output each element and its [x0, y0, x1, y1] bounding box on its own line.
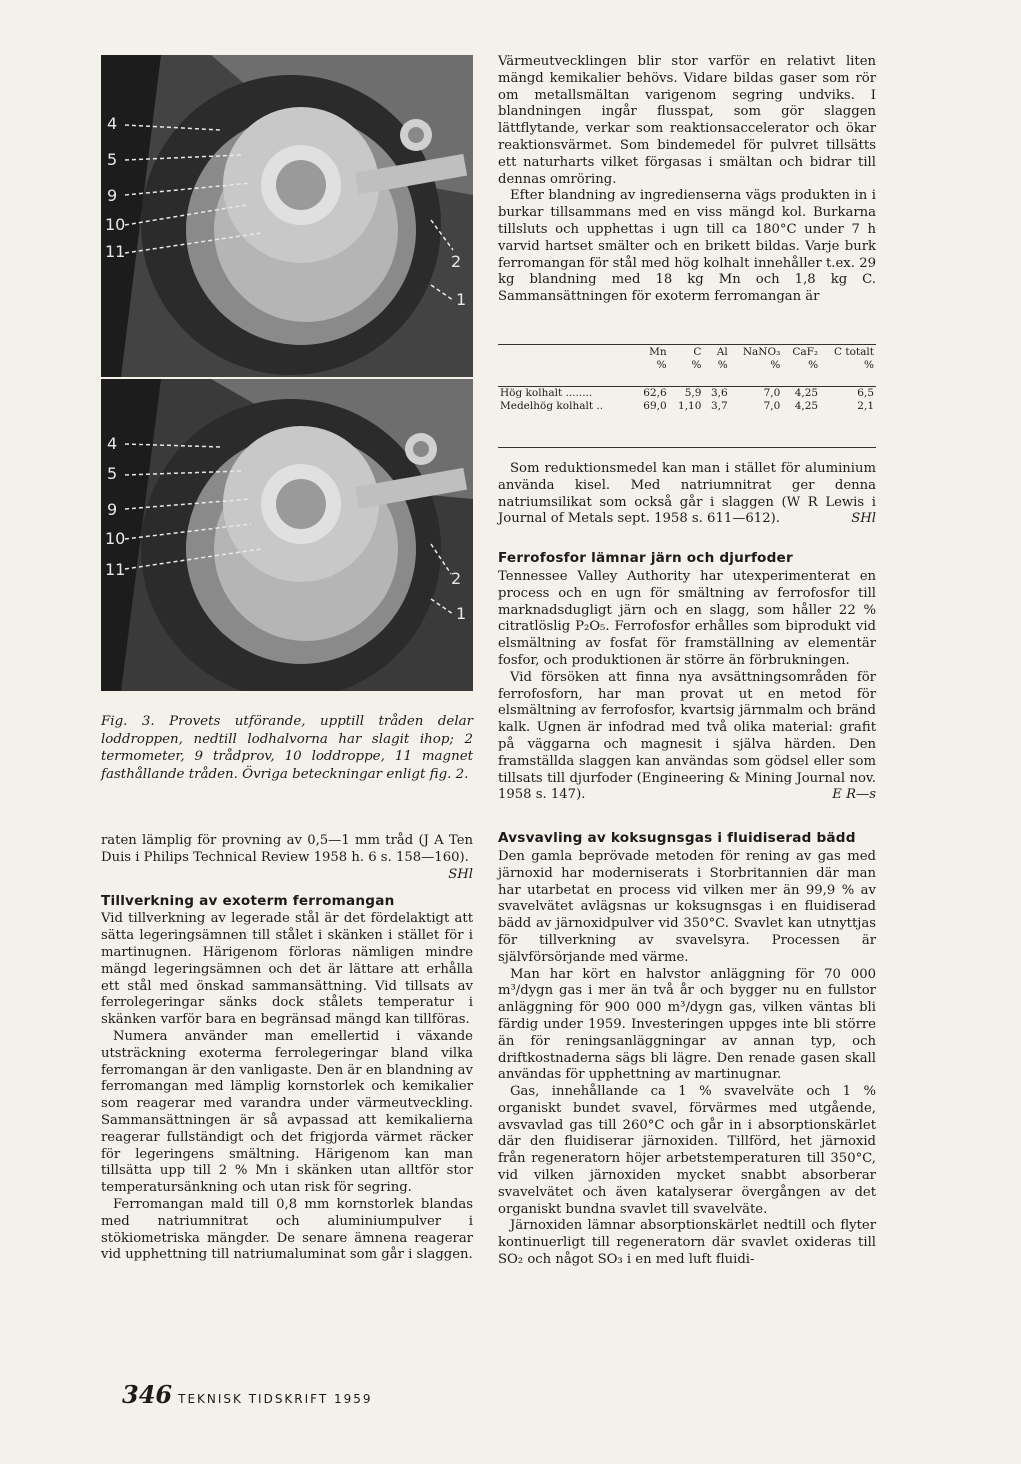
left-paragraph-1: Vid tillverkning av legerade stål är det fördelaktigt att sätta legeringsämnen till stålet i skänken i stället för i martinugnen. Härigenom förloras nämligen mindre mängd legeringsämnen och det är lättare att erhålla ett stål med önskad sammansättning. Vid tillsats av ferrolegeringar sänks dock stålets temperatur i skänken varför bara en begränsad mängd kan tillföras.	[101, 911, 473, 1028]
table-cell: 7,0	[763, 386, 781, 399]
ferrofosfor-paragraph-2	[498, 670, 876, 804]
journal-title: TEKNISK TIDSKRIFT 1959	[178, 1392, 373, 1406]
section-title-exoterm-ferromangan: Tillverkning av exoterm ferromangan	[101, 892, 395, 909]
table-cell: 1,10	[678, 399, 702, 412]
avsvavling-paragraph-3: Gas, innehållande ca 1 % svavelväte och 1 % organiskt bundet svavel, förvärmes med utgående, avsvavlad gas till 260°C och går in i absorptionskärlet där den fluidiserar järnoxiden. Tillförd, het järnoxid från regeneratorn höjer arbetstemperaturen till 350°C, vid vilken järnoxiden mycket snabbt absorberar svavelvätet och även katalyserar övergången av det organiskt bundna svavlet till svavelväte.	[498, 1084, 876, 1217]
figure-top-label-10: 10	[105, 215, 126, 234]
figure-bottom-label-11: 11	[105, 560, 126, 579]
table-row-label: Hög kolhalt ........	[500, 386, 593, 399]
ferrofosfor-paragraph-2-text: Vid försöken att finna nya avsättningsområden för ferrofosforn, har man provat ut en metod för elsmältning av ferrofosfor, kvartsig järnmalm och bränd kalk. Ugnen är infodrad med två olika material: grafit på väggarna och magnesit i själva härden. Den framställda slaggen kan användas som gödsel eller som tillsats till djurfoder (Engineering & Mining Journal nov. 1958 s. 147).	[498, 669, 876, 803]
table-header-c: C	[693, 346, 702, 358]
right-column-bottom	[498, 461, 876, 1269]
table-cell: 69,0	[643, 399, 667, 412]
avsvavling-paragraph-2: Man har kört en halvstor anläggning för 70 000 m³/dygn gas i mer än två år och bygger nu en fullstor anläggning för 900 000 m³/dygn gas, vilken väntas bli färdig under 1959. Investeringen uppges inte bli större än för reningsanläggningar av annan typ, och driftkostnaderna sägs bli lägre. Den renade gasen skall användas för upphettning av martinugnar.	[498, 966, 876, 1083]
table-header-row	[498, 346, 876, 359]
figure-top-label-2: 2	[451, 252, 462, 271]
ferrofosfor-signature: E R—s	[832, 787, 876, 803]
right-paragraph-1: Värmeutvecklingen blir stor varför en relativt liten mängd kemikalier behövs. Vidare bildas gaser som rör om metallsmältan varigenom segring undviks. I blandningen ingår flusspat, som gör slaggen lättflytande, verkar som reaktionsaccelerator och ökar reaktionsvärmet. Som bindemedel för pulvret tillsätts ett naturharts vilket förgasas i smältan och bidrar till dennas omröring.	[498, 54, 876, 187]
table-unit: %	[808, 359, 819, 371]
avsvavling-paragraph-1: Den gamla beprövade metoden för rening av gas med järnoxid har moderniserats i Storbritannien där man har utarbetat en process vid vilken mer än 99,9 % av svavelvätet avlägsnas ur koksugnsgas i en fluidiserad bädd av järnoxidpulver vid 350°C. Svavlet kan utnyttjas för tillverkning av svavelsyra. Processen är självförsörjande med värme.	[498, 848, 876, 965]
page-footer	[122, 1380, 373, 1409]
table-bottom-rule	[498, 447, 876, 448]
section-title-avsvavling: Avsvavling av koksugnsgas i fluidiserad bädd	[498, 830, 856, 847]
figure-top-label-9: 9	[107, 186, 118, 205]
figure-top-label-5: 5	[107, 150, 118, 169]
after-table-paragraph	[498, 461, 876, 528]
table-cell: 4,25	[794, 399, 819, 412]
figure-top-label-11: 11	[105, 242, 126, 261]
table-cell: 5,9	[684, 386, 702, 399]
table-header-c-totalt: C totalt	[834, 346, 874, 358]
ferrofosfor-paragraph-1: Tennessee Valley Authority har utexperimenterat en process och en ugn för smältning av ferrofosfor till marknadsdugligt järn och en slagg, som håller 22 % citratlöslig P₂O₅. Ferrofosfor erhålles som biprodukt vid elsmältning av fosfat för framställning av elementär fosfor, och produktionen är större än förbrukningen.	[498, 568, 876, 668]
table-units-row	[498, 359, 876, 372]
table-header-mn: Mn	[649, 346, 667, 358]
right-column-top	[498, 54, 876, 306]
section-title-ferrofosfor: Ferrofosfor lämnar järn och djurfoder	[498, 550, 793, 567]
intro-signature: SHl	[448, 866, 473, 882]
table-unit: %	[717, 359, 728, 371]
figure-top-label-4: 4	[107, 114, 118, 133]
table-header-nano3: NaNO₃	[742, 346, 781, 358]
figure-bottom-label-5: 5	[107, 464, 118, 483]
table-header-al: Al	[716, 346, 728, 358]
page-number: 346	[122, 1380, 173, 1409]
figure-bottom-label-10: 10	[105, 529, 126, 548]
avsvavling-paragraph-4: Järnoxiden lämnar absorptionskärlet nedtill och flyter kontinuerligt till regeneratorn där svavlet oxideras till SO₂ och något SO₃ i en med luft fluidi-	[498, 1218, 876, 1268]
table-top-rule	[498, 344, 876, 345]
left-paragraph-3: Ferromangan mald till 0,8 mm kornstorlek blandas med natriumnitrat och aluminiumpulver i stökiometriska mängder. De senare ämnena reagerar vid upphettning till natriumaluminat som går i slaggen.	[101, 1196, 473, 1263]
left-column	[101, 833, 473, 1264]
figure-caption: Fig. 3. Provets utförande, upptill tråden delar loddroppen, nedtill lodhalvorna har slagit ihop; 2 termometer, 9 trådprov, 10 loddroppe, 11 magnet fasthållande tråden. Övriga beteckningar enligt fig. 2.	[101, 714, 473, 782]
table-cell: 3,6	[710, 386, 728, 399]
table-unit: %	[656, 359, 667, 371]
table-cell: 4,25	[794, 386, 819, 399]
figure-bottom-label-4: 4	[107, 434, 118, 453]
figure-bottom-label-1: 1	[456, 604, 467, 623]
table-header-blank	[498, 346, 634, 359]
table-unit: %	[770, 359, 781, 371]
composition-table	[498, 346, 876, 413]
figure-top-label-1: 1	[456, 290, 467, 309]
table-row-label: Medelhög kolhalt ..	[500, 399, 604, 412]
table-header-caf2: CaF₂	[792, 346, 819, 358]
table-cell: 3,7	[710, 399, 728, 412]
table-cell: 2,1	[857, 399, 874, 412]
intro-paragraph-text: raten lämplig för provning av 0,5—1 mm tråd (J A Ten Duis i Philips Technical Review 1958 h. 6 s. 158—160).	[101, 833, 473, 865]
table-cell: 62,6	[643, 386, 667, 399]
figure-photo-top	[101, 55, 473, 377]
figure-photo-bottom	[101, 379, 473, 691]
table-cell: 6,5	[857, 386, 874, 399]
figure-bottom-label-9: 9	[107, 500, 118, 519]
after-table-text: Som reduktionsmedel kan man i stället för aluminium använda kisel. Med natriumnitrat ger denna natriumsilikat som också går i slaggen (W R Lewis i Journal of Metals sept. 1958 s. 611—612).	[498, 461, 876, 527]
table-unit: %	[864, 359, 874, 371]
table-unit: %	[691, 359, 702, 371]
after-table-signature: SHl	[851, 511, 876, 527]
table-row	[498, 386, 876, 400]
intro-paragraph	[101, 833, 473, 882]
table-cell: 7,0	[763, 399, 781, 412]
left-paragraph-2: Numera använder man emellertid i växande utsträckning exoterma ferrolegeringar bland vilka ferromangan är den vanligaste. Den är en blandning av ferromangan med lämplig kornstorlek och kemikalier som reagerar med varandra under värmeutveckling. Sammansättningen är så avpassad att kemikalierna reagerar fullständigt och det frigjorda värmet räcker för legeringens smältning. Härigenom kan man tillsätta upp till 2 % Mn i skänken utan alltför stor temperatursänkning och utan risk för segring.	[101, 1028, 473, 1196]
table-row	[498, 400, 876, 413]
right-paragraph-2: Efter blandning av ingredienserna vägs produkten in i burkar tillsammans med en viss mängd kol. Burkarna tillsluts och upphettas i ugn till ca 180°C under 7 h varvid hartset smälter och en brikett bildas. Varje burk ferromangan för stål med hög kolhalt innehåller t.ex. 29 kg blandning med 18 kg Mn och 1,8 kg C. Sammansättningen för exoterm ferromangan är	[498, 188, 876, 305]
figure-bottom-label-2: 2	[451, 569, 462, 588]
